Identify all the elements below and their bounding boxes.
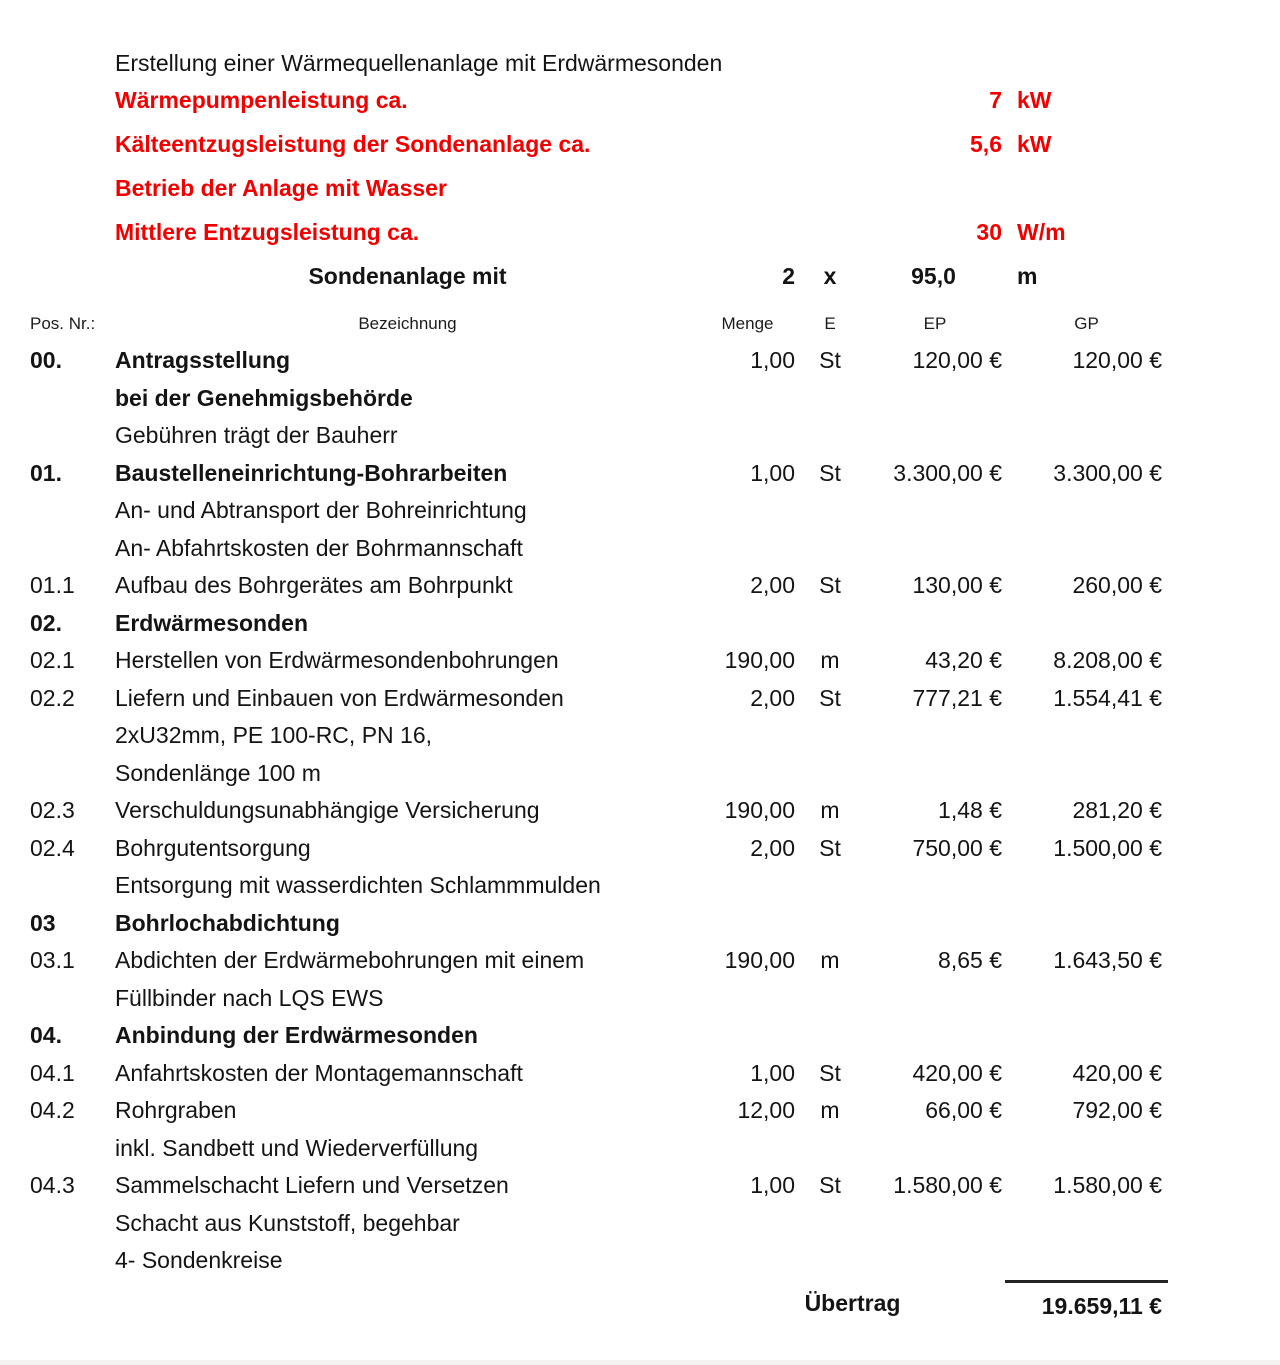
table-row (28, 830, 1280, 868)
cell-total-price: 260,00 € (1072, 572, 1162, 599)
table-row (28, 717, 1280, 755)
line-items (28, 342, 1280, 1280)
sonde-config-row (28, 262, 1280, 306)
cell-unit-price: 66,00 € (925, 1097, 1002, 1124)
table-row (28, 755, 1280, 793)
table-row (28, 867, 1280, 905)
table-header-row (28, 306, 1280, 342)
col-header-position: Pos. Nr.: (30, 314, 96, 333)
cell-description: Abdichten der Erdwärmebohrungen mit einem (115, 947, 585, 974)
table-row (28, 1205, 1280, 1243)
summary-line (28, 130, 1280, 174)
cell-unit: St (819, 834, 841, 861)
summary-section (28, 86, 1280, 262)
table-row (28, 792, 1280, 830)
cell-quantity: 1,00 (750, 1172, 795, 1199)
cell-description: Antragsstellung (115, 347, 291, 374)
cell-position-number: 02. (30, 609, 62, 636)
cell-description: Sondenlänge 100 m (115, 759, 321, 786)
cell-unit-price: 43,20 € (925, 647, 1002, 674)
cell-description: Gebühren trägt der Bauherr (115, 422, 398, 449)
cell-unit: m (820, 797, 840, 824)
cell-position-number: 02.4 (30, 834, 75, 861)
table-row (28, 1242, 1280, 1280)
cell-quantity: 1,00 (750, 459, 795, 486)
cell-unit-price: 750,00 € (912, 834, 1002, 861)
cell-description: Herstellen von Erdwärmesondenbohrungen (115, 647, 559, 674)
cell-position-number: 02.1 (30, 647, 75, 674)
table-row (28, 642, 1280, 680)
cell-description: Liefern und Einbauen von Erdwärmesonden (115, 684, 564, 711)
cell-position-number: 00. (30, 347, 62, 374)
sonde-label: Sondenanlage mit (308, 263, 507, 289)
cell-total-price: 3.300,00 € (1053, 459, 1162, 486)
summary-label: Betrieb der Anlage mit Wasser (115, 175, 447, 201)
cell-description: 4- Sondenkreise (115, 1247, 283, 1274)
cell-description: Bohrlochabdichtung (115, 909, 340, 936)
cell-position-number: 02.2 (30, 684, 75, 711)
cell-description: Entsorgung mit wasserdichten Schlammmulden (115, 872, 601, 899)
cell-total-price: 1.500,00 € (1053, 834, 1162, 861)
sonde-times-x: x (823, 263, 837, 289)
cell-description: Anfahrtskosten der Montagemannschaft (115, 1059, 523, 1086)
cell-unit-price: 120,00 € (912, 347, 1002, 374)
table-row (28, 530, 1280, 568)
table-row (28, 1017, 1280, 1055)
cell-quantity: 190,00 (724, 947, 795, 974)
cell-unit: St (819, 684, 841, 711)
cell-unit: St (819, 572, 841, 599)
cell-unit: St (819, 1172, 841, 1199)
carryover-row (28, 1280, 1280, 1324)
summary-value: 5,6 (970, 131, 1002, 157)
col-header-unit: E (824, 314, 836, 333)
cell-description: An- und Abtransport der Bohreinrichtung (115, 497, 527, 524)
table-row (28, 980, 1280, 1018)
table-row (28, 1167, 1280, 1205)
table-row (28, 380, 1280, 418)
cell-total-price: 8.208,00 € (1053, 647, 1162, 674)
table-row (28, 455, 1280, 493)
table-row (28, 492, 1280, 530)
table-row (28, 342, 1280, 380)
cell-position-number: 02.3 (30, 797, 75, 824)
cell-position-number: 04.1 (30, 1059, 75, 1086)
cell-unit-price: 3.300,00 € (893, 459, 1002, 486)
cell-quantity: 2,00 (750, 834, 795, 861)
table-row (28, 680, 1280, 718)
cell-quantity: 1,00 (750, 1059, 795, 1086)
cell-unit: St (819, 459, 841, 486)
summary-value: 30 (976, 219, 1002, 245)
cell-description: Rohrgraben (115, 1097, 237, 1124)
summary-line (28, 218, 1280, 262)
carryover-label: Übertrag (804, 1289, 901, 1316)
cell-description: inkl. Sandbett und Wiederverfüllung (115, 1134, 479, 1161)
cell-position-number: 04. (30, 1022, 62, 1049)
cell-quantity: 12,00 (737, 1097, 795, 1124)
cell-description: bei der Genehmigsbehörde (115, 384, 413, 411)
cell-quantity: 2,00 (750, 684, 795, 711)
cell-unit: St (819, 1059, 841, 1086)
page-bottom-edge (0, 1360, 1280, 1365)
cell-description: 2xU32mm, PE 100-RC, PN 16, (115, 722, 433, 749)
cell-description: Bohrgutentsorgung (115, 834, 311, 861)
cell-unit-price: 1,48 € (938, 797, 1002, 824)
cell-quantity: 2,00 (750, 572, 795, 599)
col-header-total-price: GP (1074, 314, 1099, 333)
cell-unit: m (820, 1097, 840, 1124)
col-header-description: Bezeichnung (358, 314, 457, 333)
cell-quantity: 190,00 (724, 647, 795, 674)
cell-total-price: 1.554,41 € (1053, 684, 1162, 711)
sonde-count: 2 (782, 263, 795, 289)
table-row (28, 942, 1280, 980)
summary-label: Mittlere Entzugsleistung ca. (115, 219, 420, 245)
cell-description: An- Abfahrtskosten der Bohrmannschaft (115, 534, 523, 561)
cell-description: Erdwärmesonden (115, 609, 308, 636)
cell-unit: m (820, 647, 840, 674)
cell-description: Sammelschacht Liefern und Versetzen (115, 1172, 509, 1199)
cell-unit: St (819, 347, 841, 374)
cell-quantity: 190,00 (724, 797, 795, 824)
table-row (28, 417, 1280, 455)
summary-unit: W/m (1017, 219, 1066, 245)
cell-position-number: 03.1 (30, 947, 75, 974)
cell-total-price: 281,20 € (1072, 797, 1162, 824)
col-header-quantity: Menge (721, 314, 774, 333)
cell-position-number: 01.1 (30, 572, 75, 599)
table-row (28, 1130, 1280, 1168)
cell-position-number: 04.3 (30, 1172, 75, 1199)
table-row (28, 567, 1280, 605)
cell-description: Füllbinder nach LQS EWS (115, 984, 384, 1011)
cell-description: Aufbau des Bohrgerätes am Bohrpunkt (115, 572, 513, 599)
sonde-length: 95,0 (911, 263, 956, 289)
cell-total-price: 420,00 € (1072, 1059, 1162, 1086)
cell-total-price: 120,00 € (1072, 347, 1162, 374)
summary-line (28, 174, 1280, 218)
sonde-unit: m (1017, 263, 1038, 289)
cell-total-price: 1.580,00 € (1053, 1172, 1162, 1199)
cell-description: Anbindung der Erdwärmesonden (115, 1022, 478, 1049)
summary-line (28, 86, 1280, 130)
table-row (28, 1055, 1280, 1093)
cell-unit-price: 777,21 € (912, 684, 1002, 711)
summary-label: Kälteentzugsleistung der Sondenanlage ca. (115, 131, 591, 157)
cell-position-number: 03 (30, 909, 56, 936)
cell-unit-price: 8,65 € (938, 947, 1002, 974)
document-title-row (28, 50, 1280, 86)
cell-position-number: 01. (30, 459, 62, 486)
cell-unit-price: 130,00 € (912, 572, 1002, 599)
table-row (28, 905, 1280, 943)
cell-position-number: 04.2 (30, 1097, 75, 1124)
summary-label: Wärmepumpenleistung ca. (115, 87, 408, 113)
cell-unit-price: 1.580,00 € (893, 1172, 1002, 1199)
cell-total-price: 792,00 € (1072, 1097, 1162, 1124)
cell-quantity: 1,00 (750, 347, 795, 374)
cell-unit-price: 420,00 € (912, 1059, 1002, 1086)
cell-total-price: 1.643,50 € (1053, 947, 1162, 974)
summary-unit: kW (1017, 87, 1052, 113)
col-header-unit-price: EP (923, 314, 947, 333)
cell-description: Schacht aus Kunststoff, begehbar (115, 1209, 460, 1236)
summary-value: 7 (989, 87, 1002, 113)
document-title: Erstellung einer Wärmequellenanlage mit Erdwärmesonden (115, 50, 723, 76)
table-row (28, 1092, 1280, 1130)
table-row (28, 605, 1280, 643)
cell-description: Baustelleneinrichtung-Bohrarbeiten (115, 459, 508, 486)
cell-description: Verschuldungsunabhängige Versicherung (115, 797, 540, 824)
summary-unit: kW (1017, 131, 1052, 157)
cell-unit: m (820, 947, 840, 974)
carryover-total: 19.659,11 € (1005, 1280, 1168, 1324)
